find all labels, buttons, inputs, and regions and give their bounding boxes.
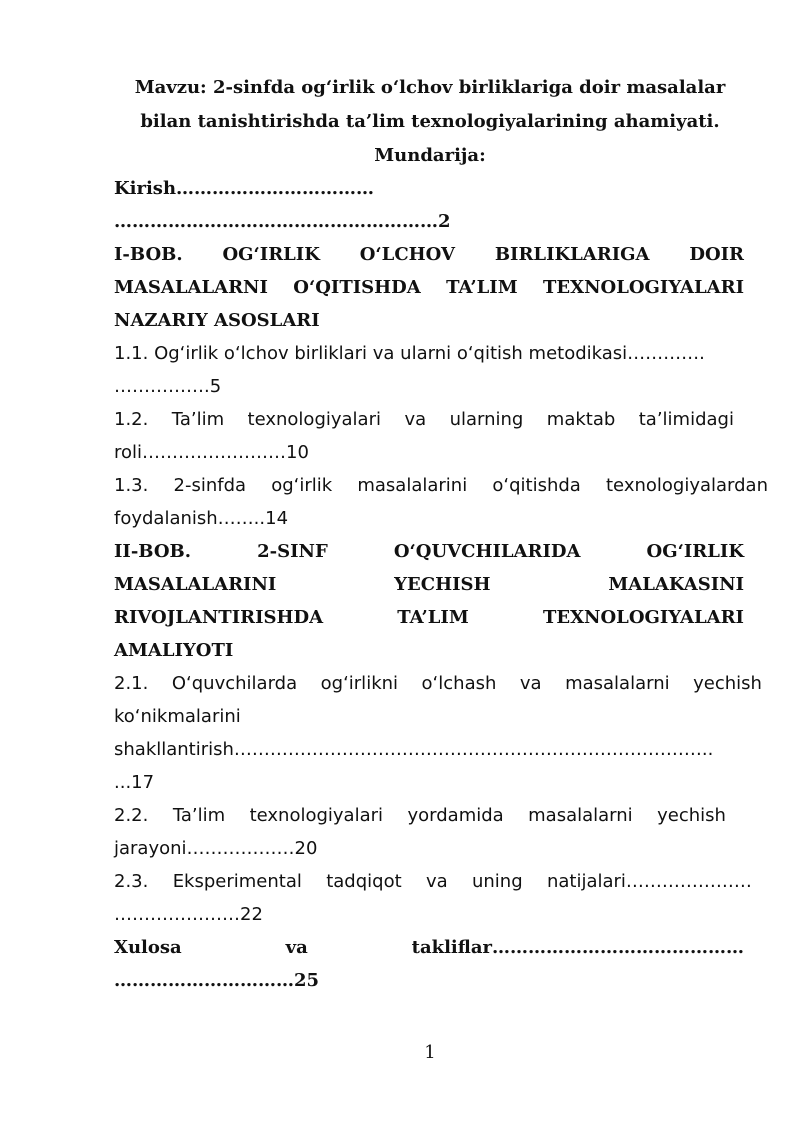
word: 2.1. [114,673,149,694]
word: va [425,871,448,892]
word: uning [471,871,523,892]
word: O‘QUVCHILARIDA [393,541,581,562]
word: DOIR [689,244,744,265]
toc-chapter-2-line-2 [114,573,744,597]
word: va [519,673,542,694]
word: masalalarni [528,805,633,826]
title-line-2: bilan tanishtirishda ta’lim texnologiyalarining ahamiyati. [140,111,720,132]
toc-section-1-2-page: roli……………………10 [114,442,309,463]
word: MASALALARINI [114,574,277,595]
word: va [285,937,308,958]
toc-entry-intro: Kirish…………………………… [114,178,375,199]
toc-chapter-2-line-3 [114,606,744,630]
word: MASALALARNI [114,277,268,298]
word: 2.3. [114,871,149,892]
word: 1.2. [114,409,149,430]
word: TEXNOLOGIYALARI [542,607,744,628]
word: OG‘IRLIK [646,541,744,562]
toc-section-2-1-line-2: ko‘nikmalarini [114,706,241,727]
toc-section-2-1-line-3: shakllantirish…………………………………………………………………….. [114,739,714,760]
word: O‘quvchilarda [171,673,298,694]
word: TA’LIM [446,277,518,298]
word: Ta’lim [172,805,226,826]
word: tadqiqot [326,871,402,892]
word: ularning [449,409,524,430]
title-line-1: Mavzu: 2-sinfda og‘irlik o‘lchov birliklariga doir masalalar [134,77,726,98]
toc-heading: Mundarija: [374,145,486,166]
word: 2-sinfda [173,475,247,496]
word: I-BOB. [114,244,183,265]
word: Ta’lim [171,409,225,430]
word: O‘QITISHDA [293,277,421,298]
page-number: 1 [424,1042,436,1063]
word: Eksperimental [172,871,302,892]
toc-section-1-3 [114,474,768,498]
word: takliflar…………………………………… [411,937,744,958]
word: Xulosa [114,937,182,958]
toc-entry-conclusion-page: …………………………25 [114,970,320,991]
word: texnologiyalari [247,409,381,430]
word: natijalari………………… [546,871,752,892]
toc-section-2-1-page: ...17 [114,772,155,793]
toc-entry-conclusion [114,936,744,960]
toc-section-1-2 [114,408,734,432]
word: va [404,409,427,430]
word: o‘lchash [421,673,497,694]
word: 2.2. [114,805,149,826]
toc-section-1-3-page: foydalanish……..14 [114,508,289,529]
word: yechish [657,805,726,826]
word: masalalarni [565,673,670,694]
word: RIVOJLANTIRISHDA [114,607,324,628]
toc-chapter-1-line-2 [114,276,744,300]
word: O‘LCHOV [359,244,455,265]
word: BIRLIKLARIGA [494,244,650,265]
toc-entry-intro-page: ………………………………………………2 [114,211,451,232]
toc-section-2-3-page: …………………22 [114,904,263,925]
word: II-BOB. [114,541,192,562]
toc-section-1-1-page: …………….5 [114,376,222,397]
word: og‘irlikni [320,673,399,694]
word: masalalarini [357,475,468,496]
toc-chapter-1-line-1 [114,243,744,267]
word: YECHISH [394,574,491,595]
word: yordamida [407,805,504,826]
toc-section-2-3 [114,870,752,894]
word: 1.3. [114,475,149,496]
toc-section-2-1 [114,672,762,696]
toc-chapter-1-line-3: NAZARIY ASOSLARI [114,310,320,331]
word: ta’limidagi [638,409,734,430]
word: o‘qitishda [492,475,581,496]
word: og‘irlik [271,475,333,496]
word: TA’LIM [397,607,469,628]
word: texnologiyalari [249,805,384,826]
toc-section-1-1: 1.1. Og‘irlik o‘lchov birliklari va ularni o‘qitish metodikasi…………. [114,343,705,364]
toc-section-2-2 [114,804,726,828]
toc-chapter-2-line-4: AMALIYOTI [114,640,234,661]
word: yechish [693,673,762,694]
word: texnologiyalardan [606,475,768,496]
toc-section-2-2-page: jarayoni………………20 [114,838,318,859]
word: OG‘IRLIK [222,244,320,265]
word: 2-SINF [257,541,328,562]
word: maktab [546,409,616,430]
word: TEXNOLOGIYALARI [542,277,744,298]
toc-chapter-2-line-1 [114,540,744,564]
word: MALAKASINI [608,574,744,595]
